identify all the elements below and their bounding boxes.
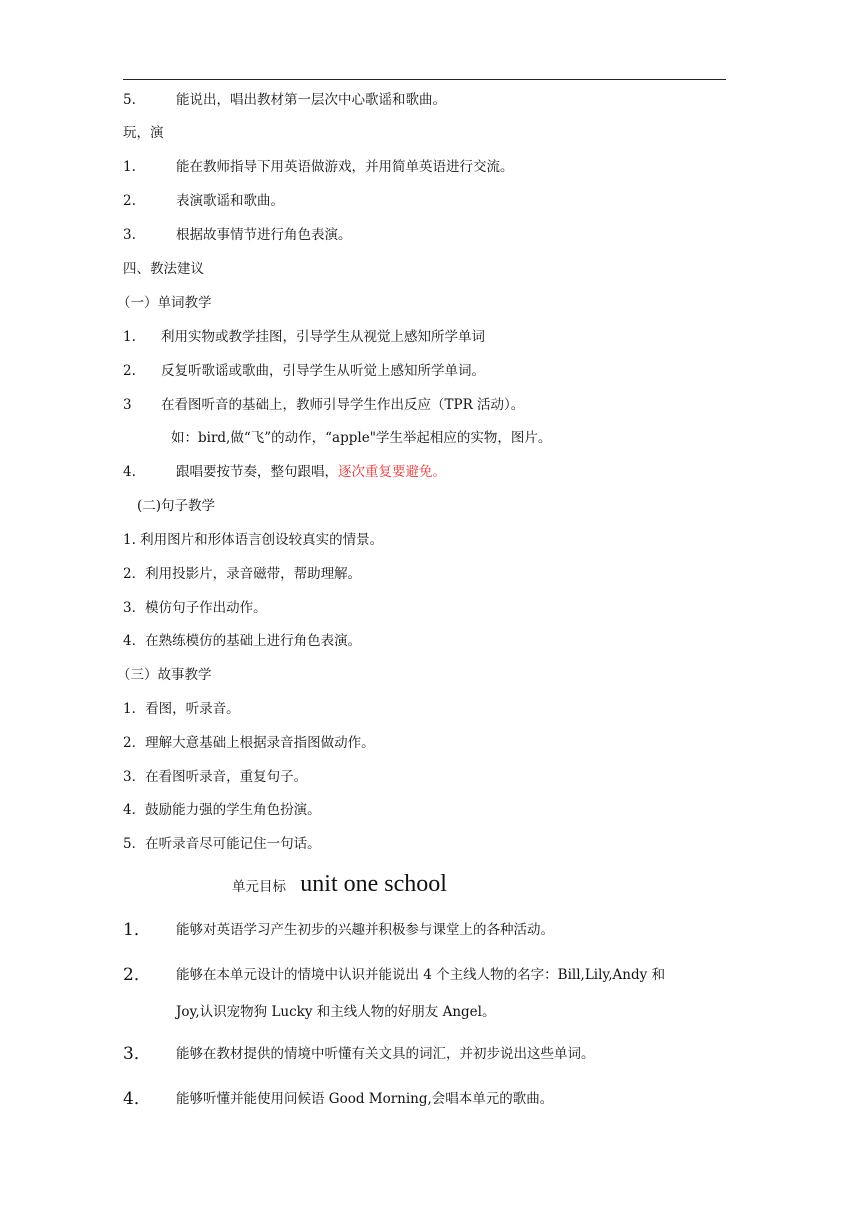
example-text: 如：bird,做“飞”的动作，“apple"学生举起相应的实物，图片。 [171, 430, 552, 446]
subsection-heading: (二)句子教学 [137, 498, 216, 514]
list-item: 4．鼓励能力强的学生角色扮演。 [123, 802, 321, 818]
list-item: 3．在看图听录音，重复句子。 [123, 769, 308, 785]
item-number: 2. [123, 363, 136, 379]
goal-text-continued: Joy,认识宠物狗 Lucky 和主线人物的好朋友 Angel。 [176, 1004, 496, 1020]
list-item: 4．在熟练模仿的基础上进行角色表演。 [123, 633, 362, 649]
item-text: 反复听歌谣或歌曲，引导学生从听觉上感知所学单词。 [161, 363, 485, 379]
goal-number: 1． [123, 920, 151, 940]
list-item: 2．理解大意基础上根据录音指图做动作。 [123, 735, 375, 751]
goal-text: 能够对英语学习产生初步的兴趣并积极参与课堂上的各种活动。 [176, 922, 554, 938]
item-number: 3 [123, 397, 132, 413]
item-text: 能说出，唱出教材第一层次中心歌谣和歌曲。 [176, 92, 446, 108]
item-number: 1. [123, 159, 136, 175]
header-rule [123, 79, 726, 80]
item-text: 能在教师指导下用英语做游戏，并用简单英语进行交流。 [176, 159, 514, 175]
subsection-heading: （一）单词教学 [117, 295, 212, 311]
subsection-heading: （三）故事教学 [117, 667, 212, 683]
item-text: 表演歌谣和歌曲。 [176, 193, 284, 209]
goal-number: 4． [123, 1089, 151, 1109]
goal-number: 2． [123, 965, 151, 985]
item-text-red: 逐次重复要避免。 [338, 464, 446, 480]
unit-label: 单元目标 [232, 879, 286, 895]
item-text-black: 跟唱要按节奏，整句跟唱， [176, 464, 338, 480]
goal-text: 能够在本单元设计的情境中认识并能说出 4 个主线人物的名字：Bill,Lily,Andy 和 [176, 967, 666, 983]
item-number: 1. [123, 329, 136, 345]
section-heading: 玩，演 [123, 125, 164, 141]
item-text: 根据故事情节进行角色表演。 [176, 227, 352, 243]
list-item: 2．利用投影片，录音磁带，帮助理解。 [123, 566, 362, 582]
item-text: 利用实物或教学挂图，引导学生从视觉上感知所学单词 [161, 329, 485, 345]
goal-text: 能够听懂并能使用问候语 Good Morning,会唱本单元的歌曲。 [176, 1091, 554, 1107]
list-item: 1. 利用图片和形体语言创设较真实的情景。 [123, 532, 384, 548]
item-text [176, 463, 446, 481]
unit-title: unit one school [300, 871, 447, 897]
list-item: 5．在听录音尽可能记住一句话。 [123, 836, 321, 852]
list-item: 3．模仿句子作出动作。 [123, 600, 267, 616]
goal-number: 3． [123, 1044, 151, 1064]
item-text: 在看图听音的基础上，教师引导学生作出反应（TPR 活动）。 [161, 397, 525, 413]
item-number: 2. [123, 193, 136, 209]
item-number: 3. [123, 227, 136, 243]
section-heading: 四、教法建议 [123, 261, 204, 277]
goal-text: 能够在教材提供的情境中听懂有关文具的词汇，并初步说出这些单词。 [176, 1046, 595, 1062]
unit-header [232, 871, 447, 900]
list-item: 1．看图，听录音。 [123, 701, 240, 717]
item-number: 4. [123, 464, 136, 480]
item-number: 5. [123, 92, 136, 108]
